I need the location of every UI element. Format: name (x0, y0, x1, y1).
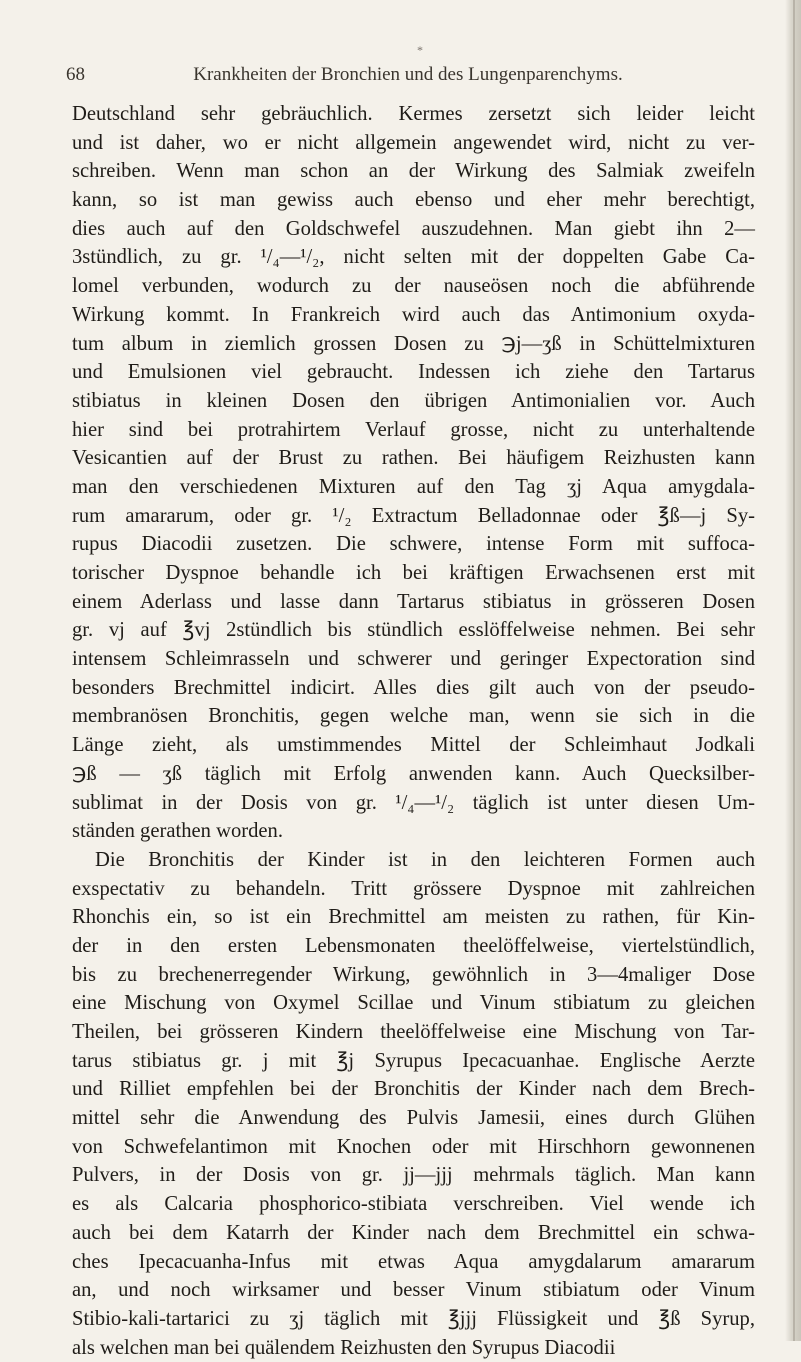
paragraph (72, 100, 755, 846)
text-line: Wirkung kommt. In Frankreich wird auch das Antimonium oxyda- (72, 303, 755, 326)
text-line: ℈ß — ʒß täglich mit Erfolg anwenden kann. Auch Quecksilber- (72, 762, 755, 785)
text-line: als welchen man bei quälendem Reizhusten den Syrupus Diacodii (72, 1336, 616, 1359)
text-line: mittel sehr die Anwendung des Pulvis Jamesii, eines durch Glühen (72, 1107, 755, 1130)
text-line: man den verschiedenen Mixturen auf den Tag ʒj Aqua amygdala- (72, 475, 755, 498)
text-line: rum amararum, oder gr. ¹/₂ Extractum Belladonnae oder ℥ß—j Sy- (72, 504, 755, 527)
text-line: Länge zieht, als umstimmendes Mittel der Schleimhaut Jodkali (72, 734, 755, 757)
text-line: gr. vj auf ℥vj 2stündlich bis stündlich esslöffelweise nehmen. Bei sehr (72, 619, 755, 642)
text-line: auch bei dem Katarrh der Kinder nach dem Brechmittel ein schwa- (72, 1221, 755, 1244)
text-line: besonders Brechmittel indicirt. Alles dies gilt auch von der pseudo- (72, 676, 755, 699)
text-line: hier sind bei protrahirtem Verlauf grosse, nicht zu unterhaltende (72, 418, 755, 441)
text-line: Theilen, bei grösseren Kindern theelöffelweise eine Mischung von Tar- (72, 1021, 755, 1043)
text-line: der in den ersten Lebensmonaten theelöffelweise, viertelstündlich, (72, 934, 755, 957)
margin-mark: * (417, 43, 423, 57)
text-line: Rhonchis ein, so ist ein Brechmittel am meisten zu rathen, für Kin- (72, 906, 755, 929)
text-line: und Emulsionen viel gebraucht. Indessen ich ziehe den Tartarus (72, 361, 755, 384)
text-line: exspectativ zu behandeln. Tritt grössere Dyspnoe mit zahlreichen (72, 877, 755, 900)
text-line: ständen gerathen worden. (72, 820, 284, 843)
page-header (66, 62, 736, 88)
paragraph (72, 846, 755, 1362)
text-line: membranösen Bronchitis, gegen welche man, wenn sie sich in die (72, 705, 755, 728)
page-number: 68 (66, 64, 85, 85)
text-line: und Rilliet empfehlen bei der Bronchitis der Kinder nach dem Brech- (72, 1078, 755, 1101)
text-line: dies auch auf den Goldschwefel auszudehnen. Man giebt ihn 2— (72, 217, 755, 240)
text-line: kann, so ist man gewiss auch ebenso und eher mehr berechtigt, (72, 189, 755, 212)
running-title: Krankheiten der Bronchien und des Lungenparenchyms. (193, 64, 623, 85)
page-edge-line (793, 0, 795, 1341)
text-line: und ist daher, wo er nicht allgemein angewendet wird, nicht zu ver- (72, 131, 755, 154)
text-line: eine Mischung von Oxymel Scillae und Vinum stibiatum zu gleichen (72, 992, 755, 1015)
text-line: es als Calcaria phosphorico-stibiata verschreiben. Viel wende ich (72, 1193, 755, 1216)
text-line: 3stündlich, zu gr. ¹/₄—¹/₂, nicht selten mit der doppelten Gabe Ca- (72, 246, 755, 269)
text-line: intensem Schleimrasseln und schwerer und geringer Expectoration sind (72, 648, 755, 671)
text-line: tum album in ziemlich grossen Dosen zu ℈j—ʒß in Schüttelmixturen (72, 332, 755, 355)
text-line: Stibio-kali-tartarici zu ʒj täglich mit ℥jjj Flüssigkeit und ℥ß Syrup, (72, 1307, 755, 1330)
text-line: bis zu brechenerregender Wirkung, gewöhnlich in 3—4maliger Dose (72, 963, 755, 986)
text-line: stibiatus in kleinen Dosen den übrigen Antimonialien vor. Auch (72, 389, 755, 412)
text-line: von Schwefelantimon mit Knochen oder mit Hirschhorn gewonnenen (72, 1135, 755, 1158)
body-text (72, 100, 755, 1362)
text-line: Vesicantien auf der Brust zu rathen. Bei häufigem Reizhusten kann (72, 447, 755, 470)
text-line: torischer Dyspnoe behandle ich bei kräftigen Erwachsenen erst mit (72, 562, 755, 584)
text-line: ches Ipecacuanha-Infus mit etwas Aqua amygdalarum amararum (72, 1250, 755, 1273)
text-line: rupus Diacodii zusetzen. Die schwere, intense Form mit suffoca- (72, 533, 755, 556)
text-line: schreiben. Wenn man schon an der Wirkung des Salmiak zweifeln (72, 160, 755, 183)
text-line: Die Bronchitis der Kinder ist in den leichteren Formen auch (95, 848, 755, 871)
text-line: Pulvers, in der Dosis von gr. jj—jjj mehrmals täglich. Man kann (72, 1164, 755, 1187)
text-line: tarus stibiatus gr. j mit ℥j Syrupus Ipecacuanhae. Englische Aerzte (72, 1049, 755, 1072)
text-line: an, und noch wirksamer und besser Vinum stibiatum oder Vinum (72, 1279, 755, 1302)
text-line: lomel verbunden, wodurch zu der nauseösen noch die abführende (72, 275, 755, 298)
text-line: einem Aderlass und lasse dann Tartarus stibiatus in grösseren Dosen (72, 590, 755, 613)
text-line: Deutschland sehr gebräuchlich. Kermes zersetzt sich leider leicht (72, 103, 755, 125)
text-line: sublimat in der Dosis von gr. ¹/₄—¹/₂ täglich ist unter diesen Um- (72, 791, 755, 814)
